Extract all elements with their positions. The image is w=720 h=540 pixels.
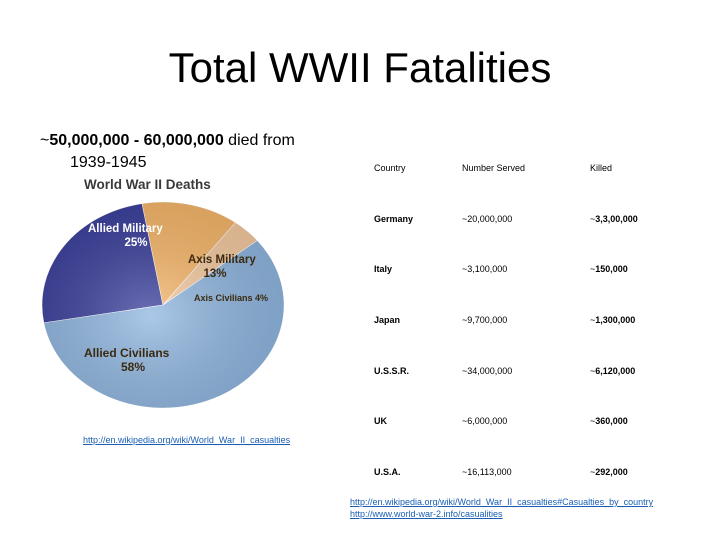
cell-killed	[580, 194, 684, 245]
pie-value-allied-civilians: 58%	[120, 360, 146, 374]
killed-value: 1,300,000	[595, 315, 636, 326]
cell-killed	[580, 447, 684, 498]
killed-prefix: ~	[590, 264, 596, 275]
pie-shading	[42, 202, 284, 408]
table-header-row	[364, 143, 684, 194]
killed-value: 360,000	[595, 416, 628, 427]
killed-value: 292,000	[595, 466, 628, 477]
cell-killed	[580, 396, 684, 447]
fatalities-bullet	[40, 130, 360, 174]
pie-value-allied-military: 25%	[124, 237, 148, 249]
table-row	[364, 194, 684, 245]
table-row	[364, 244, 684, 295]
table-row	[364, 345, 684, 396]
table-source-links	[350, 496, 653, 520]
killed-prefix: ~	[590, 365, 596, 376]
killed-prefix: ~	[590, 416, 596, 427]
cell-country: Germany	[374, 213, 414, 224]
table-row	[364, 447, 684, 498]
cell-country: UK	[374, 416, 387, 427]
cell-number-served: ~3,100,000	[462, 264, 508, 275]
table-row	[364, 396, 684, 447]
cell-number-served: ~9,700,000	[462, 315, 508, 326]
source-link-world-war-2-info[interactable]: http://www.world-war-2.info/casualities	[350, 509, 503, 519]
source-link-wikipedia[interactable]: http://en.wikipedia.org/wiki/World_War_II_casualties#Casualties_by_country	[350, 497, 654, 507]
header-killed: Killed	[590, 163, 613, 174]
cell-killed	[580, 244, 684, 295]
cell-killed	[580, 345, 684, 396]
header-country: Country	[374, 163, 406, 174]
cell-number-served: ~34,000,000	[462, 365, 513, 376]
bullet-years: 1939-1945	[70, 154, 147, 171]
pie-title: World War II Deaths	[84, 177, 211, 192]
pie-label-axis-civilians: Axis Civilians 4%	[194, 293, 269, 303]
cell-country: U.S.S.R.	[374, 365, 410, 376]
pie-source-link[interactable]: http://en.wikipedia.org/wiki/World_War_II_casualties	[83, 435, 291, 445]
killed-value: 150,000	[595, 264, 628, 275]
bullet-prefix: ~	[40, 132, 50, 149]
deaths-pie-chart	[28, 170, 300, 440]
cell-country: U.S.A.	[374, 466, 401, 477]
cell-country: Italy	[374, 264, 393, 275]
slide-title: Total WWII Fatalities	[168, 44, 552, 91]
pie-label-allied-civilians: Allied Civilians	[84, 346, 170, 360]
cell-killed	[580, 295, 684, 346]
killed-value: 3,3,00,000	[595, 213, 638, 224]
bullet-bold-range: 50,000,000 - 60,000,000	[49, 132, 224, 149]
pie-label-axis-military: Axis Military	[188, 254, 256, 266]
killed-prefix: ~	[590, 466, 596, 477]
pie-svg	[28, 170, 300, 440]
pie-value-axis-military: 13%	[203, 268, 227, 280]
killed-prefix: ~	[590, 315, 596, 326]
killed-value: 6,120,000	[595, 365, 636, 376]
cell-number-served: ~16,113,000	[462, 466, 512, 477]
casualties-table	[364, 143, 684, 497]
pie-label-allied-military: Allied Military	[88, 223, 163, 235]
killed-prefix: ~	[590, 213, 596, 224]
bullet-rest: died from	[223, 132, 295, 149]
cell-number-served: ~6,000,000	[462, 416, 508, 427]
cell-country: Japan	[374, 315, 401, 326]
cell-number-served: ~20,000,000	[462, 213, 513, 224]
header-number-served: Number Served	[462, 163, 526, 174]
table-row	[364, 295, 684, 346]
